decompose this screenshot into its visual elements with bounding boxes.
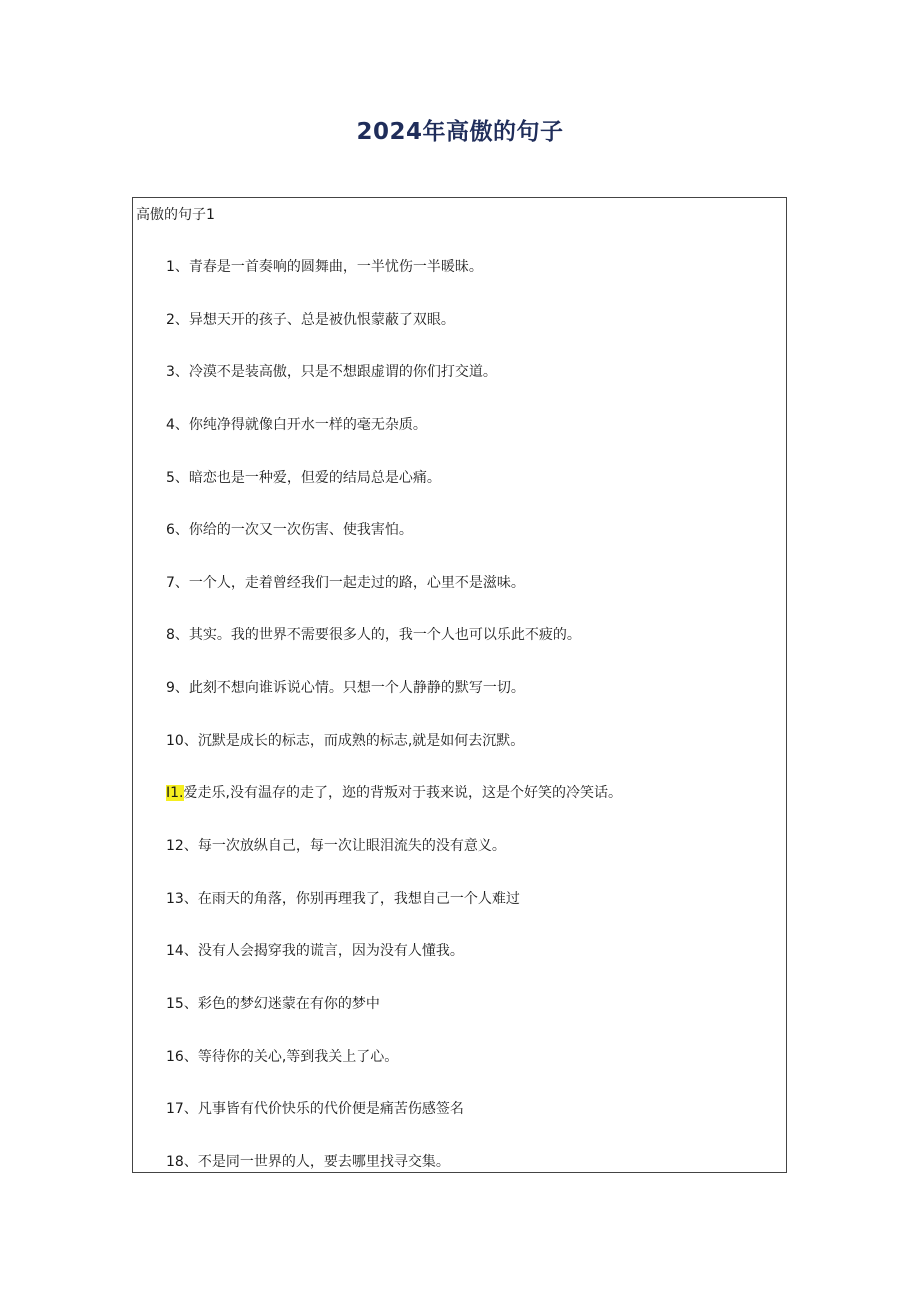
item-number: 4、 [166, 417, 189, 433]
item-text: 没有人会揭穿我的谎言，因为没有人懂我。 [197, 943, 464, 959]
list-item [166, 310, 455, 330]
item-text: 冷漠不是装高傲，只是不想跟虚谓的你们打交道。 [188, 364, 497, 380]
section-heading: 高傲的句子1 [136, 207, 215, 223]
list-item [166, 415, 427, 435]
item-text: 彩色的梦幻迷蒙在有你的梦中 [197, 996, 380, 1012]
item-text: 其实。我的世界不需要很多人的，我一个人也可以乐此不疲的。 [188, 627, 581, 643]
list-item [166, 257, 483, 277]
item-text: 每一次放纵自己，每一次让眼泪流失的没有意义。 [197, 838, 506, 854]
list-item [166, 836, 506, 856]
item-number: 15、 [166, 996, 198, 1012]
item-number-highlighted: I1. [166, 785, 184, 801]
item-number: 10、 [166, 733, 198, 749]
item-number: 2、 [166, 312, 189, 328]
item-number: 6、 [166, 522, 189, 538]
list-item [166, 1152, 450, 1172]
item-text: 你给的一次又一次伤害、使我害怕。 [188, 522, 413, 538]
item-text: 青春是一首奏响的圆舞曲，一半忧伤一半暖昧。 [188, 259, 483, 275]
item-text: 爱走乐,没有温存的走了，迩的背叛对于莪来说，这是个好笑的冷笑话。 [183, 785, 622, 801]
item-number: 8、 [166, 627, 189, 643]
list-item [166, 362, 497, 382]
item-text: 在雨天的角落，你别再理我了，我想自己一个人难过 [197, 891, 520, 907]
item-text: 异想天开的孩子、总是被仇恨蒙蔽了双眼。 [188, 312, 455, 328]
list-item [166, 731, 524, 751]
document-title: 2024年高傲的句子 [356, 119, 564, 145]
list-item [166, 573, 525, 593]
item-text: 暗恋也是一种爱，但爱的结局总是心痛。 [188, 470, 441, 486]
item-number: 3、 [166, 364, 189, 380]
item-text: 沉默是成长的标志，而成熟的标志,就是如何去沉默。 [197, 733, 525, 749]
item-text: 一个人，走着曾经我们一起走过的路，心里不是滋味。 [188, 575, 525, 591]
item-number: 9、 [166, 680, 189, 696]
list-item [166, 625, 581, 645]
list-item [166, 1047, 398, 1067]
item-number: 5、 [166, 470, 189, 486]
list-item [166, 889, 520, 909]
list-item [166, 941, 464, 961]
list-item [166, 468, 441, 488]
list-item [166, 783, 622, 803]
item-number: 17、 [166, 1101, 198, 1117]
item-number: 14、 [166, 943, 198, 959]
item-number: 13、 [166, 891, 198, 907]
item-text: 此刻不想向谁诉说心情。只想一个人静静的默写一切。 [188, 680, 525, 696]
item-number: 16、 [166, 1049, 198, 1065]
list-item [166, 994, 380, 1014]
item-number: 7、 [166, 575, 189, 591]
item-number: 18、 [166, 1154, 198, 1170]
content-frame [132, 197, 787, 1173]
item-text: 等待你的关心,等到我关上了心。 [197, 1049, 399, 1065]
item-number: 12、 [166, 838, 198, 854]
list-item [166, 678, 525, 698]
item-text: 不是同一世界的人，要去哪里找寻交集。 [197, 1154, 450, 1170]
list-item [166, 1099, 464, 1119]
item-text: 你纯净得就像白开水一样的毫无杂质。 [188, 417, 427, 433]
item-text: 凡事皆有代价快乐的代价便是痛苦伤感签名 [197, 1101, 464, 1117]
list-item [166, 520, 413, 540]
item-number: 1、 [166, 259, 189, 275]
